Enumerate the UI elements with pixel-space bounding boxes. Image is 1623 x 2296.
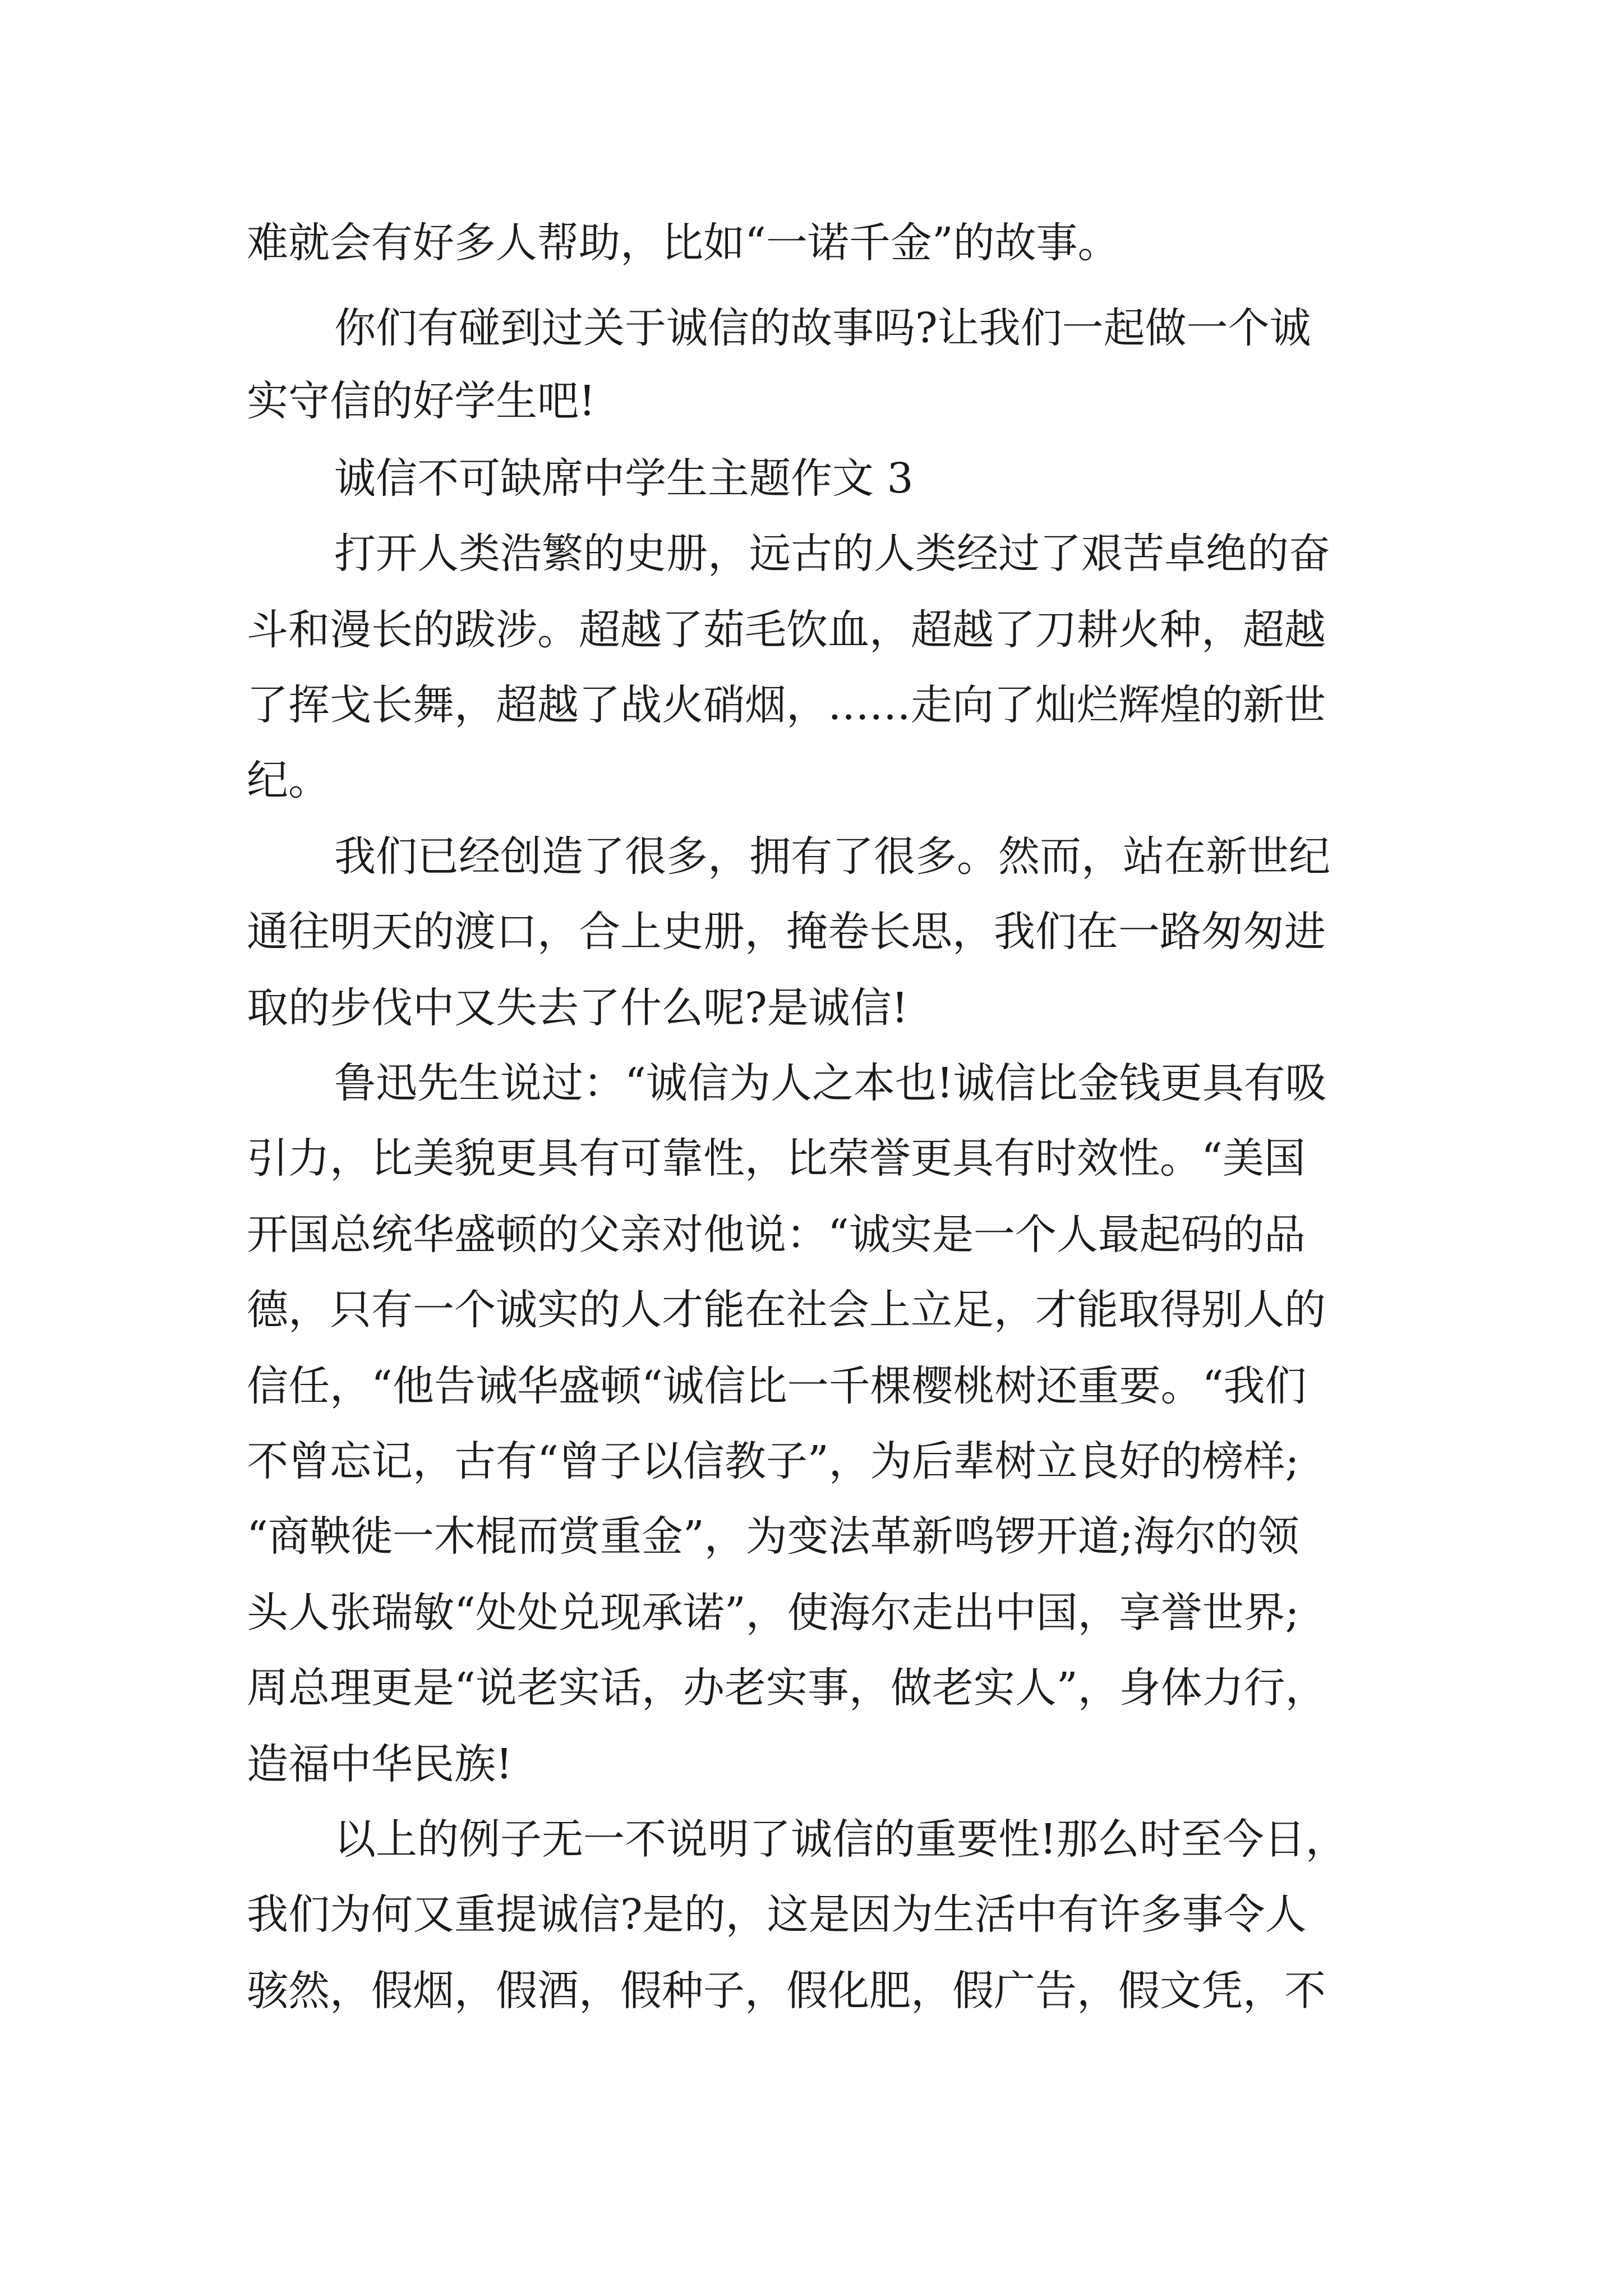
- text-line: 打开人类浩繁的史册，远古的人类经过了艰苦卓绝的奋: [334, 530, 1330, 578]
- text-line: 难就会有好多人帮助，比如“一诺千金”的故事。: [247, 219, 1119, 267]
- text-line: 斗和漫长的跋涉。超越了茹毛饮血，超越了刀耕火种，超越: [247, 606, 1326, 654]
- text-line: 骇然，假烟，假酒，假种子，假化肥，假广告，假文凭，不: [247, 1967, 1326, 2015]
- text-line: 纪。: [247, 756, 330, 804]
- section-heading: 诚信不可缺席中学生主题作文 3: [334, 454, 914, 503]
- text-line: 你们有碰到过关于诚信的故事吗?让我们一起做一个诚: [334, 304, 1311, 352]
- text-line: “商鞅徙一木棍而赏重金”，为变法革新鸣锣开道;海尔的领: [247, 1512, 1299, 1561]
- text-line: 周总理更是“说老实话，办老实事，做老实人”，身体力行，: [247, 1664, 1327, 1712]
- text-line: 以上的例子无一不说明了诚信的重要性!那么时至今日，: [334, 1815, 1347, 1864]
- text-line: 通往明天的渡口，合上史册，掩卷长思，我们在一路匆匆进: [247, 908, 1326, 956]
- text-line: 我们已经创造了很多，拥有了很多。然而，站在新世纪: [334, 832, 1330, 881]
- text-line: 德，只有一个诚实的人才能在社会上立足，才能取得别人的: [247, 1286, 1326, 1334]
- text-line: 不曾忘记，古有“曾子以信教子”，为后辈树立良好的榜样;: [247, 1437, 1299, 1485]
- text-line: 头人张瑞敏“处处兑现承诺”，使海尔走出中国，享誉世界;: [247, 1589, 1299, 1637]
- text-line: 我们为何又重提诚信?是的，这是因为生活中有许多事令人: [247, 1890, 1307, 1939]
- text-line: 造福中华民族!: [247, 1740, 513, 1788]
- text-line: 引力，比美貌更具有可靠性，比荣誉更具有时效性。“美国: [247, 1134, 1306, 1182]
- text-line: 取的步伐中又失去了什么呢?是诚信!: [247, 984, 909, 1032]
- text-line: 了挥戈长舞，超越了战火硝烟，……走向了灿烂辉煌的新世: [247, 681, 1326, 729]
- text-line: 信任，“他告诫华盛顿“诚信比一千棵樱桃树还重要。“我们: [247, 1362, 1307, 1410]
- text-line: 开国总统华盛顿的父亲对他说：“诚实是一个人最起码的品: [247, 1211, 1306, 1259]
- text-line: 实守信的好学生吧!: [247, 377, 596, 425]
- text-line: 鲁迅先生说过：“诚信为人之本也!诚信比金钱更具有吸: [334, 1059, 1327, 1107]
